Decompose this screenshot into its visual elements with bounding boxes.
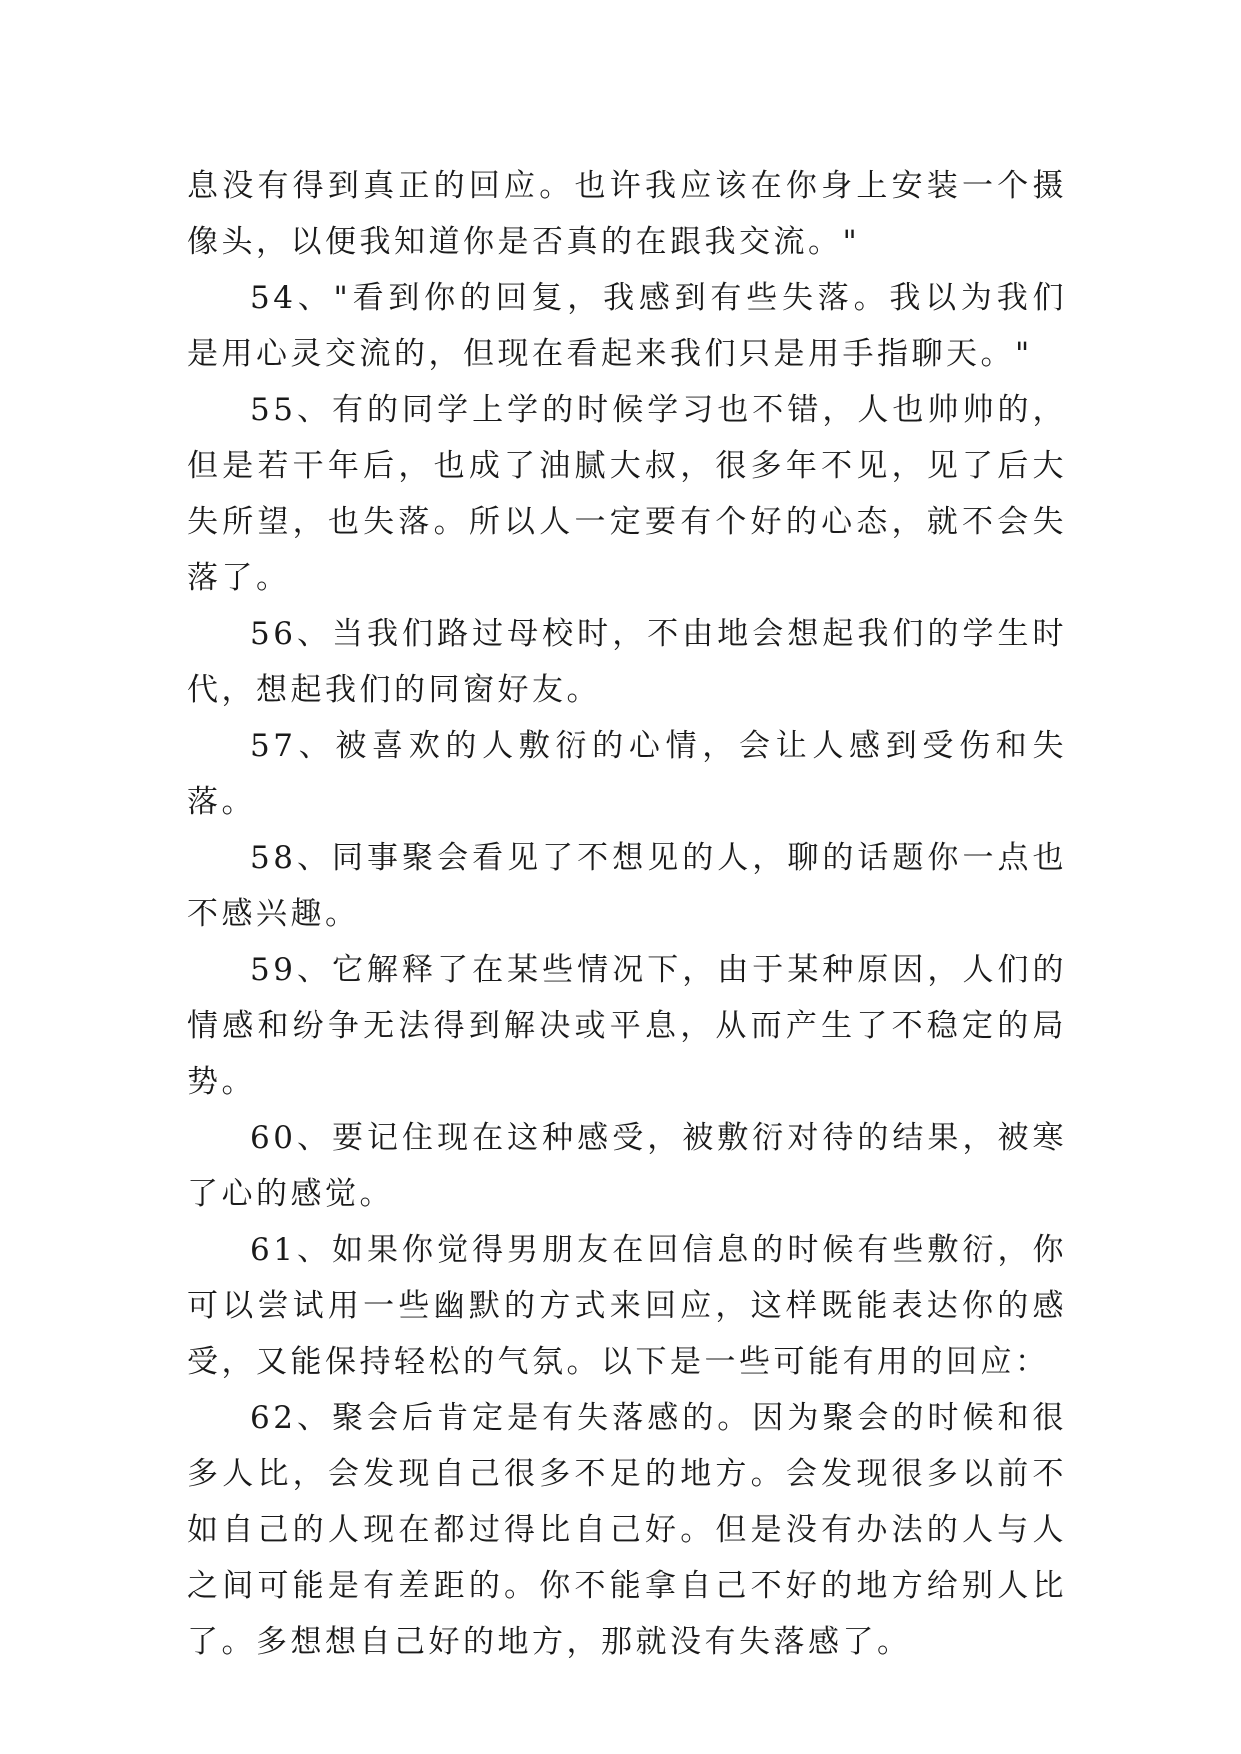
paragraph-continuation: 息没有得到真正的回应。也许我应该在你身上安装一个摄像头，以便我知道你是否真的在跟我交流。" bbox=[187, 168, 1067, 260]
paragraph-59: 59、它解释了在某些情况下，由于某种原因，人们的情感和纷争无法得到解决或平息，从而产生了不稳定的局势。 bbox=[187, 952, 1067, 1100]
paragraph-57: 57、被喜欢的人敷衍的心情，会让人感到受伤和失落。 bbox=[187, 728, 1067, 820]
paragraph-58: 58、同事聚会看见了不想见的人，聊的话题你一点也不感兴趣。 bbox=[187, 840, 1067, 932]
paragraph-61: 61、如果你觉得男朋友在回信息的时候有些敷衍，你可以尝试用一些幽默的方式来回应，这样既能表达你的感受，又能保持轻松的气氛。以下是一些可能有用的回应： bbox=[187, 1232, 1067, 1380]
paragraph-62: 62、聚会后肯定是有失落感的。因为聚会的时候和很多人比，会发现自己很多不足的地方。会发现很多以前不如自己的人现在都过得比自己好。但是没有办法的人与人之间可能是有差距的。你不能拿自己不好的地方给别人比了。多想想自己好的地方，那就没有失落感了。 bbox=[187, 1400, 1067, 1660]
paragraph-55: 55、有的同学上学的时候学习也不错，人也帅帅的，但是若干年后，也成了油腻大叔，很多年不见，见了后大失所望，也失落。所以人一定要有个好的心态，就不会失落了。 bbox=[187, 392, 1067, 596]
paragraph-56: 56、当我们路过母校时，不由地会想起我们的学生时代，想起我们的同窗好友。 bbox=[187, 616, 1067, 708]
document-body bbox=[187, 158, 1067, 1670]
paragraph-54: 54、"看到你的回复，我感到有些失落。我以为我们是用心灵交流的，但现在看起来我们只是用手指聊天。" bbox=[187, 280, 1067, 372]
paragraph-60: 60、要记住现在这种感受，被敷衍对待的结果，被寒了心的感觉。 bbox=[187, 1120, 1067, 1212]
